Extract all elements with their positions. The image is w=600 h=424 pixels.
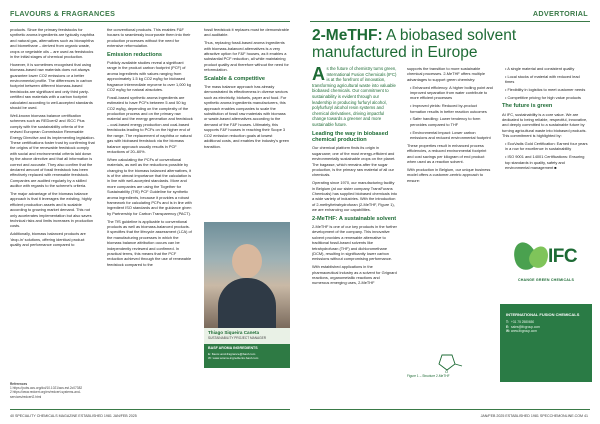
bullet-item: • Competitive pricing for high value products: [505, 94, 581, 100]
subheading: Scalable & competitive: [204, 75, 265, 82]
paragraph: These properties result in enhanced process efficiencies, a reduced environmental footprint and cost savings per kilogram of end product when used as a reaction solvent.: [407, 142, 487, 165]
paragraph: Fossil-based synthetic aroma ingredients are estimated to have PCFs between 5 and 50 kg CO2 eq/kg, depending on the complexity of the production process and on the primary raw material and the energy generation and feedstock – coal-based energy production and coal-based feedstocks leading to PCFs on the higher end of the range. The replacement of naphtha or natural gas with biobased feedstock via the biomass balance approach usually results in PCF reductions of 20–60%.: [107, 94, 193, 154]
ad-company-name: INTERNATIONAL FUSION CHEMICALS: [506, 312, 580, 317]
paragraph: 2-MeTHF is one of our key products in the further development of the company. This innovative solvent provides a renewable alternative to traditional fossil-based solvents like tetrahydrofuran (THF) and dichloromethane (DCM), resulting in significantly lower carbon emissions without compromising performance.: [312, 224, 397, 262]
header-rule: [310, 21, 590, 22]
paragraph: When calculating the PCFs of conventional materials, as well as the reductions possible by changing to the biomass balanced alternatives, it is of the utmost importance that the calculation is in line with well-accepted standards. More and more companies are using the Together for Sustainability (TfS) PCF Guideline for synthetic aroma ingredients, because it provides a robust framework for calculating PCFs and is in line with ingredient ISO standards and the guidance given by Partnership for Carbon Transparency (PACT).: [107, 156, 192, 216]
paragraph: With established applications in the pharmaceutical industry as a solvent for Grignard reactions, organometallic reactions and numerous emerging uses, 2-MeTHF: [312, 264, 397, 286]
drop-cap: A: [312, 66, 325, 84]
paragraph: Well-known biomass balance certification schemes such as REDcert2 and ISCC Plus comply with the sustainability criteria of the revised European Commission Renewable Energy Directive and its implementing legislation. These certifications foster trust by confirming that the origins of the renewable feedstock comply with social and environmental criteria laid down by the above directive and that all information is correct and accurate. They also confirm that the declared amount of fossil feedstock has been effectively replaced with renewable feedstock. Companies are audited regularly by a skilled auditor with regards to the scheme's criteria.: [10, 112, 95, 189]
paragraph: Operating since 1970, our manufacturing facility in Belgium (at our sister company TransFurans Chemicals) has supplied biobased chemicals into a wide variety of industries. With the introduction of 2-methyltetrahydrofuran (2-MeTHF, Figure 1), we are enhancing our capabilities.: [312, 180, 397, 213]
bullet-item: • Enhanced efficiency: A higher boiling point and improved separation from water contribute to more efficient processes: [410, 84, 493, 101]
bullet-item: • A single material and consistent quality: [505, 66, 575, 71]
bullet-item: • Improved yields: Reduced by-product formation results in better reaction outcomes: [410, 103, 487, 114]
article-title: [312, 27, 592, 61]
right-page: [300, 0, 600, 424]
reference-item[interactable]: 1 https://pubs.acs.org/doi/10.1021/acs.est.2c07382: [10, 386, 83, 391]
subheading: The future is green: [502, 103, 553, 110]
figure-caption: Figure 1 – Structure 2-MeTHF: [407, 374, 450, 378]
paragraph: fossil feedstock it replaces must be demonstrable and auditable.: [204, 27, 289, 38]
left-column-2: [107, 27, 193, 379]
bullet-item: • Local stocks of material with reduced lead times: [505, 73, 580, 85]
subheading: Leading the way in biobased chemical production: [312, 130, 389, 143]
subheading: 2-MeTHF: A sustainable solvent: [312, 215, 397, 222]
contact-web[interactable]: W: www.aroma-ingredients.basf.com: [208, 355, 259, 360]
contact-email[interactable]: E: flavor-and-fragrance@basf.com: [208, 351, 256, 356]
title-rest: A biobased solvent manufactured in Europe: [312, 27, 517, 61]
ad-phone[interactable]: T: +31 75 2580650: [506, 320, 535, 324]
author-role: SUSTAINABILITY PROJECT MANAGER: [208, 336, 267, 340]
section-header: ADVERTORIAL: [532, 9, 588, 18]
figure-1: [407, 352, 493, 386]
page-footer: JAN/FEB 2025 ESTABLISHED 1981 SPECCHEMONLINE.COM 41: [480, 414, 588, 418]
ad-logo-area: [500, 232, 592, 304]
author-bio-box: [204, 222, 290, 368]
ifc-logo: IFC: [548, 246, 578, 267]
photo-torso: [218, 278, 276, 328]
left-column-1: [10, 27, 96, 379]
paragraph: The mass balance approach has already demonstrated its effectiveness in diverse sectors such as electricity, biofuels, paper and food. For synthetic aroma ingredients manufacturers, this approach enables companies to scale the substitution of fossil raw materials with biomass or waste-based alternatives according to the demand of the F&F houses. Ultimately, this supports F&F houses in reaching their Scope 3 CO2 emission reduction goals at lowest additional costs, and enables the industry's green transition.: [204, 84, 290, 149]
references-title: References: [10, 382, 28, 386]
paragraph: Thus, replacing fossil-based aroma ingredients with biomass-balanced alternatives is a very attractive option for F&F houses, as it enables a substantial PCF reduction, all while maintaining product quality and therefore without the need for reformulation.: [204, 40, 289, 73]
right-column-1: [312, 66, 398, 380]
bullet-item: • Environmental impact: Lower carbon emissions and reduced environmental footprint: [410, 129, 491, 141]
header-rule: [10, 21, 290, 22]
ad-web[interactable]: W:www.ifcgroup.com: [506, 329, 537, 334]
paragraph: However, it is sometimes recognised that using biomass-based raw materials does not always guarantee lower CO2 emissions or a better environmental profile. The differences in carbon footprint between different biomass-based feedstocks are significant and only third party-certified raw materials with a carbon footprint calculated according to well-accepted standards should be used.: [10, 61, 93, 111]
paragraph: Our chemical platform finds its origin in sugarcane; one of the most energy-efficient and environmentally sustainable crops on the planet. The bagasse, which remains after the sugar production, is the primary raw material of all our chemicals.: [312, 145, 396, 178]
right-column-2: [407, 66, 493, 348]
subheading: Emission reductions: [107, 51, 163, 58]
ad-contact-list: [506, 320, 540, 334]
photo-head: [232, 244, 262, 278]
ad-email[interactable]: E: sales@ifcgroup.com: [506, 324, 540, 329]
paragraph: The TfS guideline is applicable to conventional products as well as biomass-balanced products. It specifies that the lifecycle assessment (LCA) of the manufacturing processes in which the biomass balance attribution occurs can be independently reviewed and confirmed. In practical terms, this means that the PCF reduction achieved through the use of renewable feedstock compared to the: [107, 218, 192, 267]
paragraph: Additionally, biomass balanced products are 'drop-in' solutions, offering identical product quality and performance compared to: [10, 231, 86, 247]
svg-text:O: O: [445, 369, 449, 374]
footer-rule: [10, 409, 290, 410]
paragraph: The major advantage of the biomass balance approach is that it leverages the existing, highly efficient production assets and is scalable according to growing market demand. This not only accelerates implementation but also saves technical risks and limits increases in production costs.: [10, 190, 94, 229]
paragraph: Publicly available studies reveal a significant range in the product carbon footprint (PCF) of aroma ingredients with values ranging from approximately 1.5 kg CO2 eq/kg for biobased fragrance intermediate myrcene to over 1,000 kg CO2 eq/kg for natural absolutes.: [107, 60, 191, 93]
reference-item[interactable]: 2 https://www.redcert.org/en/redcert-systems-and-services/redcert2.html: [10, 390, 81, 399]
title-main: 2-MeTHF:: [312, 27, 383, 44]
left-column-3: [204, 27, 290, 217]
molecule-structure-icon: [433, 352, 463, 374]
paragraph: the conventional products. This enables F&F houses to seamlessly incorporate them into their production processes without the need for extensive reformulation.: [107, 27, 191, 49]
author-contact: [204, 344, 290, 368]
paragraph: With production in Belgium, our unique business model offers a customer-centric approach to ensure:: [407, 166, 491, 183]
contact-title: BASF AROMA INGREDIENTS: [208, 346, 258, 350]
bullet-item: • EcoVadis Gold Certification: Earned four years in a row for excellence in sustainability: [505, 141, 588, 152]
author-name: Thiago Siqueira Caneta: [208, 330, 260, 335]
paragraph: products. Since the primary feedstocks for synthetic aroma ingredients are typically naphtha and natural gas, alternatives such as bionaphtha and biomethane – derived from organic waste, crops or vegetable oils – are used as feedstocks in the initial stages of chemical production.: [10, 27, 95, 60]
footer-rule: [310, 409, 590, 410]
bullet-item: • Safer handling: Lower tendency to form peroxides compared to THF: [410, 116, 481, 127]
bullet-item: • ISO 9001 and 14001 Certifications: Ensuring top standards in quality, safety and environmental management ■: [505, 154, 585, 171]
intro-paragraph: [312, 66, 398, 128]
intro-text: s the future of chemistry turns green, International Fusion Chemicals (IFC) is at the forefront of innovation, transforming agricultural waste into valuable biobased chemicals. Our commitment to sustainability is evident through our leadership in producing furfuryl alcohol, polyfurfuryl alcohol resin systems and chemical derivatives, driving impactful change towards a greener and more sustainable future.: [312, 66, 397, 127]
ifc-tagline: CHANGE GREEN CHEMICALS: [517, 278, 575, 282]
references: [10, 382, 96, 399]
ifc-advert-box: [500, 232, 592, 382]
paragraph: At IFC, sustainability is a core value. We are dedicated to being reliable, respectful, innovative, and deeply committed to a sustainable future by turning agricultural waste into biobased products. This commitment is highlighted by:: [502, 111, 588, 139]
right-column-3: [502, 66, 590, 226]
author-photo: [204, 222, 290, 328]
bullet-item: • Flexibility in logistics to meet customer needs: [505, 87, 586, 92]
section-header: FLAVOURS & FRAGRANCES: [10, 9, 116, 18]
paragraph: supports the transition to more sustainable chemical processes. 2-MeTHF offers multiple advantages to support green chemistry:: [407, 66, 485, 82]
page-footer: 40 SPECIALITY CHEMICALS MAGAZINE ESTABLISHED 1981 JAN/FEB 2025: [10, 414, 137, 418]
